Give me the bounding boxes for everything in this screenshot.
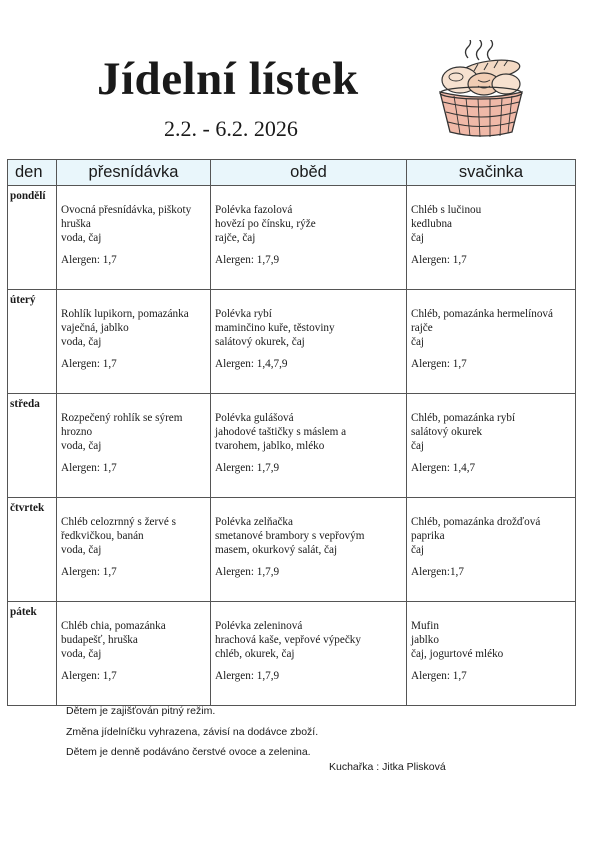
meal-line: Chléb, pomazánka hermelínová <box>411 308 553 320</box>
meal-line: voda, čaj <box>61 232 102 245</box>
meal-line: budapešť, hruška <box>61 634 138 647</box>
day-name: úterý <box>8 290 57 394</box>
meal-cell-snack2 <box>407 602 576 706</box>
meal-cell-snack1 <box>57 186 211 290</box>
meal-line: ředkvičkou, banán <box>61 530 144 543</box>
meal-cell-snack1 <box>57 498 211 602</box>
meal-line: Chléb s lučinou <box>411 204 482 216</box>
meal-line: vaječná, jablko <box>61 322 129 335</box>
table-row <box>8 602 576 706</box>
meal-line: Rozpečený rohlík se sýrem <box>61 412 183 424</box>
day-name: pátek <box>8 602 57 706</box>
meal-cell-snack1 <box>57 394 211 498</box>
meal-cell-lunch <box>211 394 407 498</box>
meal-line: paprika <box>411 530 445 543</box>
meal-line: Chléb, pomazánka rybí <box>411 412 516 424</box>
meal-cell-snack2 <box>407 498 576 602</box>
table-row <box>8 290 576 394</box>
meal-line: voda, čaj <box>61 440 102 453</box>
allergen-info: Alergen: 1,7,9 <box>215 462 280 474</box>
allergen-info: Alergen: 1,7 <box>411 670 467 682</box>
meal-line: voda, čaj <box>61 544 102 557</box>
meal-line: kedlubna <box>411 218 453 231</box>
meal-line: chléb, okurek, čaj <box>215 648 295 661</box>
meal-cell-snack2 <box>407 394 576 498</box>
meal-line: Polévka zeleninová <box>215 620 303 632</box>
meal-line: Chléb chia, pomazánka <box>61 620 166 632</box>
header-row <box>8 160 576 186</box>
meal-line: čaj <box>411 544 425 557</box>
meal-line: hrachová kaše, vepřové výpečky <box>215 634 361 647</box>
cook-signature: Kuchařka : Jitka Plisková <box>329 761 446 773</box>
meal-line: čaj <box>411 336 425 349</box>
meal-line: hruška <box>61 218 91 231</box>
allergen-info: Alergen: 1,7 <box>61 254 117 266</box>
meal-cell-snack2 <box>407 186 576 290</box>
meal-line: čaj <box>411 232 425 245</box>
column-header-lunch: oběd <box>211 160 407 186</box>
meal-line: Ovocná přesnídávka, piškoty <box>61 204 192 216</box>
meal-line: jahodové taštičky s máslem a <box>215 426 347 439</box>
allergen-info: Alergen: 1,7,9 <box>215 670 280 682</box>
meal-line: tvarohem, jablko, mléko <box>215 440 325 453</box>
meal-line: maminčino kuře, těstoviny <box>215 322 335 335</box>
table-row <box>8 394 576 498</box>
notes <box>66 701 318 763</box>
note-line: Dětem je zajišťován pitný režim. <box>66 705 216 717</box>
meal-line: voda, čaj <box>61 648 102 661</box>
meal-line: čaj <box>411 440 425 453</box>
allergen-info: Alergen:1,7 <box>411 566 464 578</box>
meal-cell-snack1 <box>57 602 211 706</box>
meal-line: salátový okurek, čaj <box>215 336 305 349</box>
meal-line: masem, okurkový salát, čaj <box>215 544 338 557</box>
allergen-info: Alergen: 1,7 <box>411 254 467 266</box>
menu-table <box>7 159 576 706</box>
meal-line: rajče <box>411 322 433 335</box>
meal-cell-lunch <box>211 602 407 706</box>
allergen-info: Alergen: 1,4,7,9 <box>215 358 288 370</box>
allergen-info: Alergen: 1,7 <box>61 566 117 578</box>
meal-line: Polévka rybí <box>215 308 272 320</box>
page-title: Jídelní lístek <box>97 53 359 105</box>
meal-line: Mufin <box>411 620 439 632</box>
allergen-info: Alergen: 1,7 <box>61 358 117 370</box>
meal-line: jablko <box>411 634 439 647</box>
meal-line: rajče, čaj <box>215 232 256 245</box>
meal-cell-snack2 <box>407 290 576 394</box>
meal-line: salátový okurek <box>411 426 483 439</box>
allergen-info: Alergen: 1,7 <box>61 670 117 682</box>
meal-line: Chléb, pomazánka drožďová <box>411 516 541 528</box>
meal-cell-lunch <box>211 186 407 290</box>
meal-line: Chléb celozrnný s žervé s <box>61 516 176 528</box>
note-line: Změna jídelníčku vyhrazena, závisí na dodávce zboží. <box>66 725 319 738</box>
note-line: Dětem je denně podáváno čerstvé ovoce a zelenina. <box>66 746 311 758</box>
allergen-info: Alergen: 1,7 <box>411 358 467 370</box>
date-range: 2.2. - 6.2. 2026 <box>164 116 298 141</box>
meal-line: čaj, jogurtové mléko <box>411 648 504 661</box>
day-name: středa <box>8 394 57 498</box>
bread-basket-icon <box>432 40 530 140</box>
column-header-snack1: přesnídávka <box>57 160 211 186</box>
meal-line: Polévka zelňačka <box>215 516 293 528</box>
meal-line: hovězí po čínsku, rýže <box>215 218 316 231</box>
allergen-info: Alergen: 1,7,9 <box>215 566 280 578</box>
allergen-info: Alergen: 1,7 <box>61 462 117 474</box>
day-name: pondělí <box>8 186 57 290</box>
meal-cell-lunch <box>211 498 407 602</box>
column-header-day: den <box>8 160 57 186</box>
allergen-info: Alergen: 1,7,9 <box>215 254 280 266</box>
table-row <box>8 498 576 602</box>
meal-line: Rohlík lupikorn, pomazánka <box>61 308 189 320</box>
meal-line: Polévka fazolová <box>215 204 293 216</box>
meal-cell-lunch <box>211 290 407 394</box>
meal-line: smetanové brambory s vepřovým <box>215 530 365 543</box>
column-header-snack2: svačinka <box>407 160 576 186</box>
meal-line: Polévka gulášová <box>215 412 294 424</box>
meal-line: voda, čaj <box>61 336 102 349</box>
table-row <box>8 186 576 290</box>
day-name: čtvrtek <box>8 498 57 602</box>
allergen-info: Alergen: 1,4,7 <box>411 462 476 474</box>
meal-cell-snack1 <box>57 290 211 394</box>
meal-line: hrozno <box>61 426 93 439</box>
